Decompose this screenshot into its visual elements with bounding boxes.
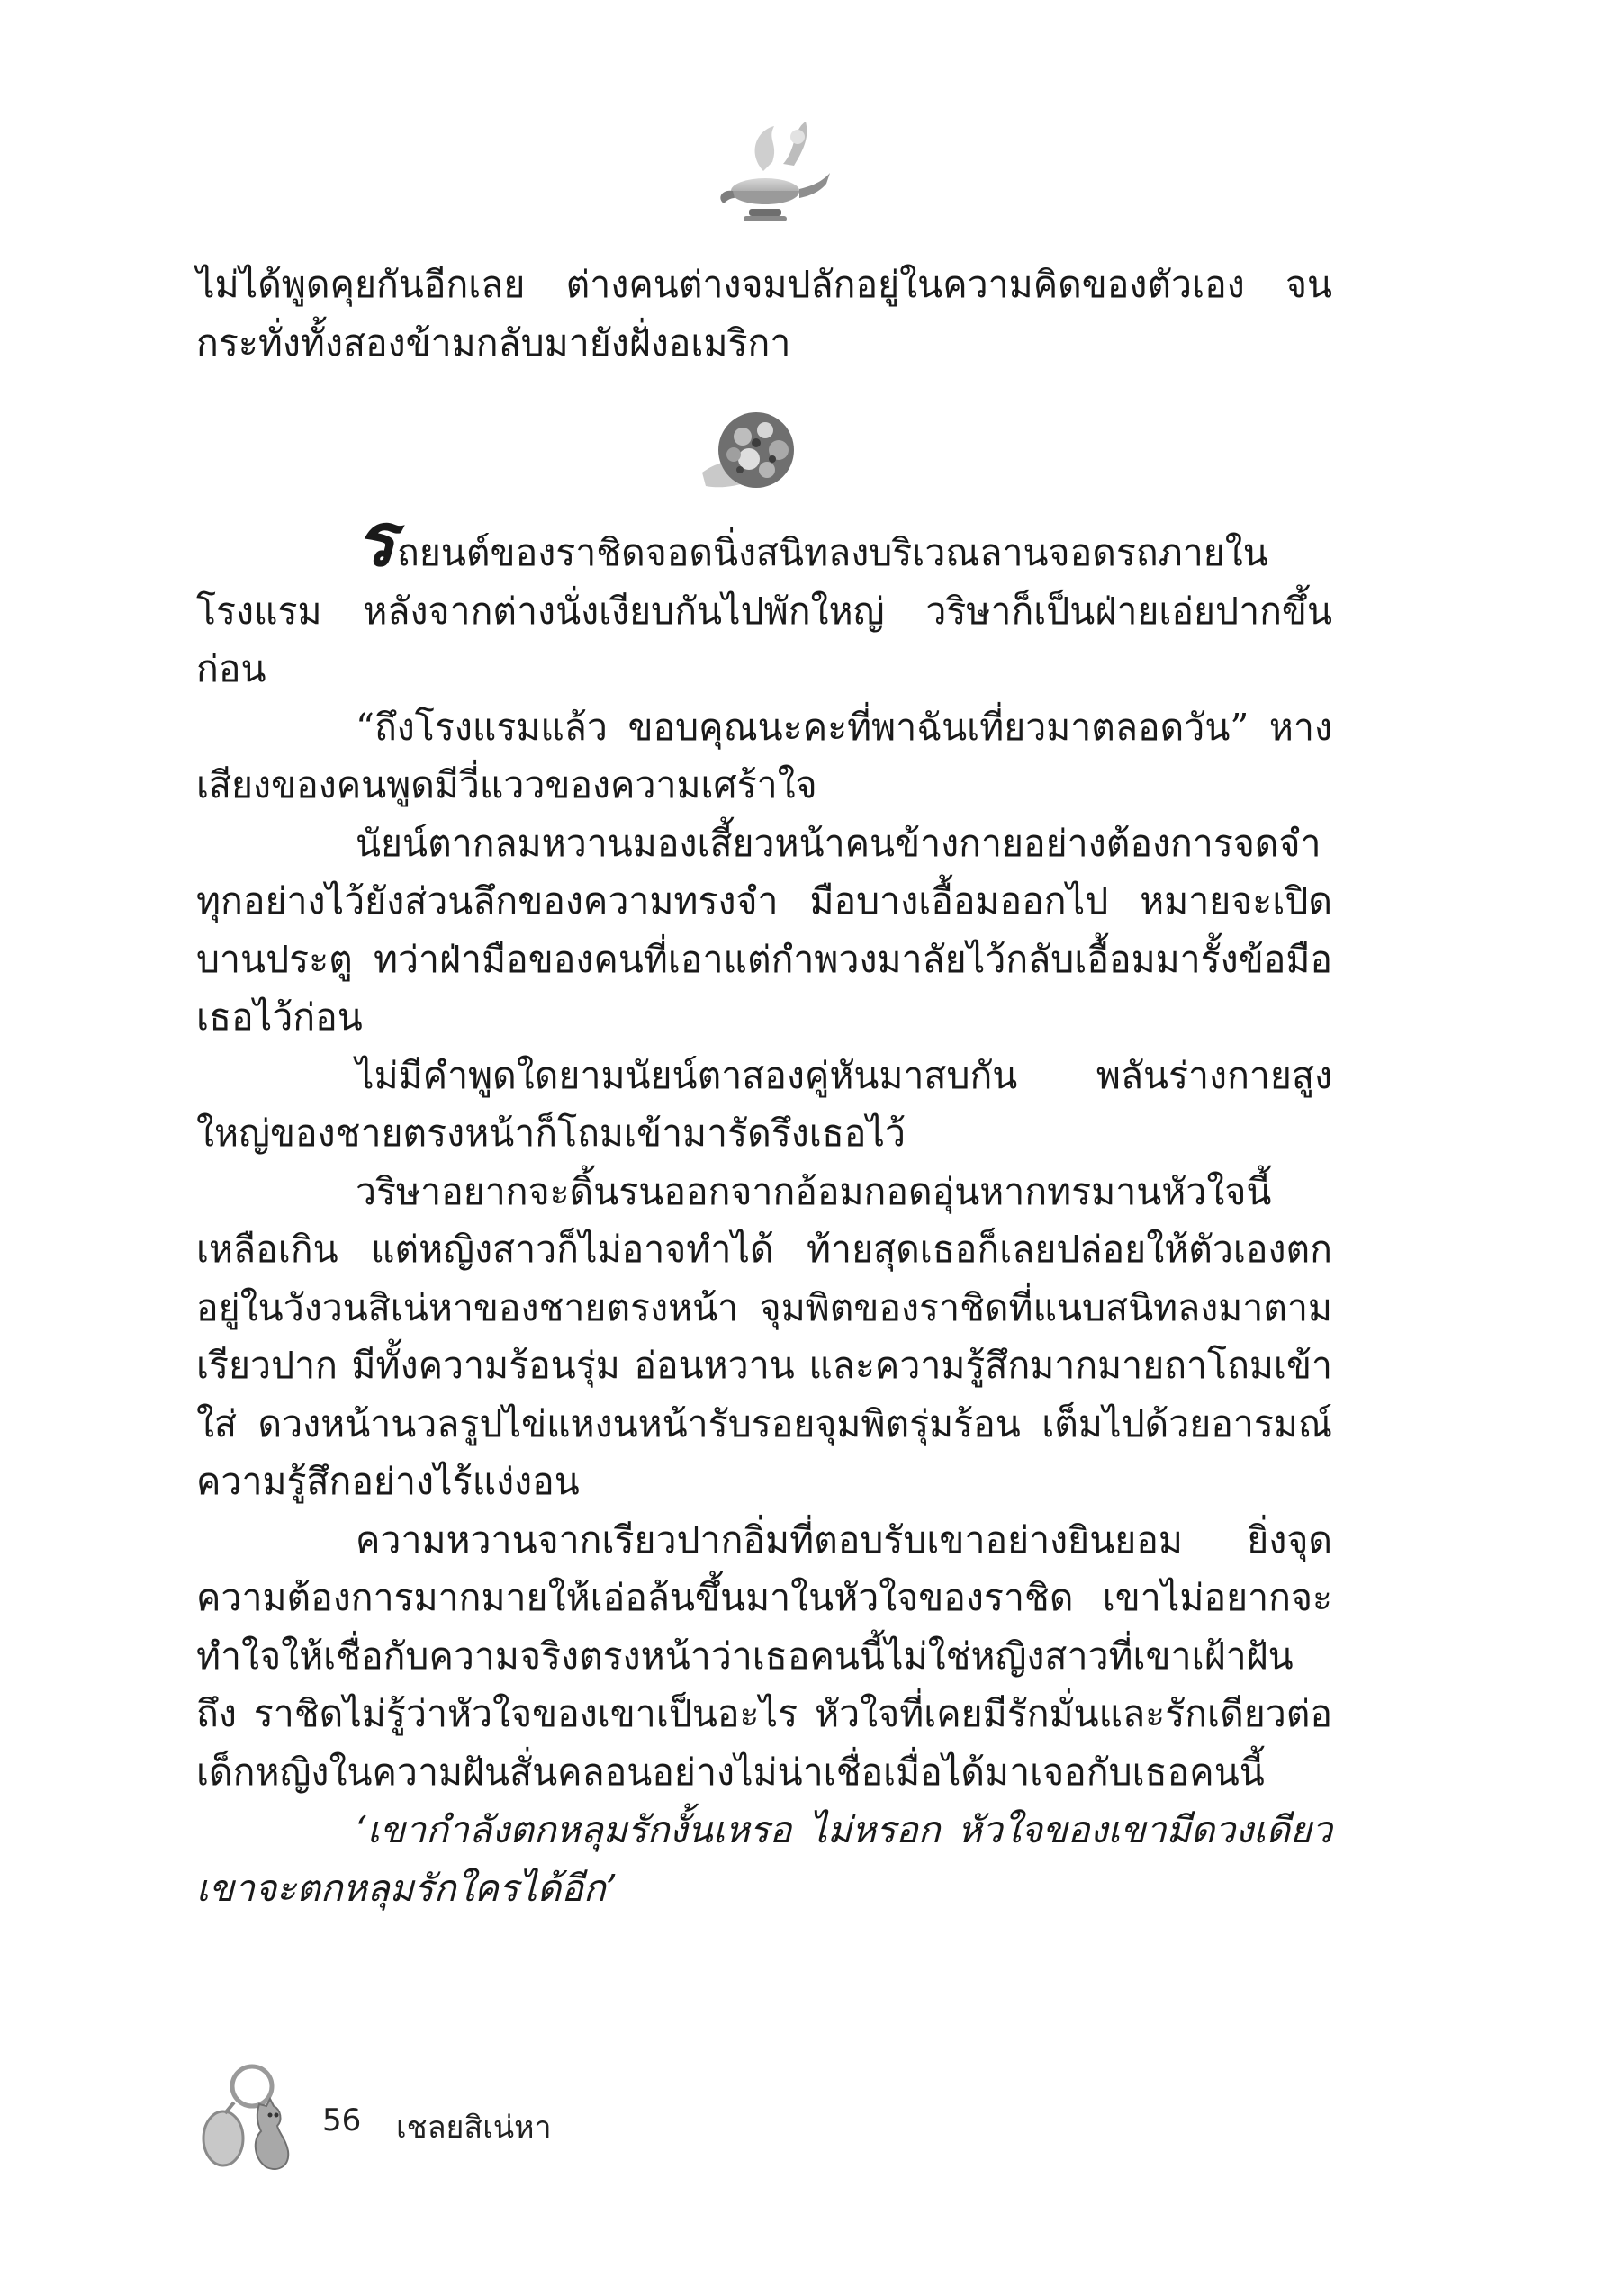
paragraph-text: ถยนต์ของราชิดจอดนิ่งสนิทลงบริเวณลานจอดรถภายในโรงแรม หลังจากต่างนั่งเงียบกันไปพักใหญ่ วริษาก็เป็นฝ่ายเอ่ยปากขึ้นก่อน <box>196 531 1332 690</box>
paragraph-dropcap <box>196 497 1332 698</box>
main-text-block <box>196 497 1332 1917</box>
paragraph: ไม่ได้พูดคุยกันอีกเลย ต่างคนต่างจมปลักอยู่ในความคิดของตัวเอง จนกระทั่งทั้งสองข้ามกลับมายังฝั่งอเมริกา <box>196 263 1332 365</box>
flower-bouquet-icon <box>693 396 810 513</box>
page-footer <box>189 2061 729 2169</box>
book-title: เชลยสิเน่หา <box>396 2110 552 2146</box>
page-number: 56 <box>322 2102 362 2138</box>
paragraph: นัยน์ตากลมหวานมองเสี้ยวหน้าคนข้างกายอย่างต้องการจดจำทุกอย่างไว้ยังส่วนลึกของความทรงจำ มือบางเอื้อมออกไป หมายจะเปิดบานประตู ทว่าฝ่ามือของคนที่เอาแต่กำพวงมาลัยไว้กลับเอื้อมมารั้งข้อมือเธอไว้ก่อน <box>196 821 1332 1039</box>
paragraph: ความหวานจากเรียวปากอิ่มที่ตอบรับเขาอย่างยินยอม ยิ่งจุดความต้องการมากมายให้เอ่อล้นขึ้นมาในหัวใจของราชิด เขาไม่อยากจะทำใจให้เชื่อกับความจริงตรงหน้าว่าเธอคนนี้ไม่ใช่หญิงสาวที่เขาเฝ้าฝันถึง ราชิดไม่รู้ว่าหัวใจของเขาเป็นอะไร หัวใจที่เคยมีรักมั่นและรักเดียวต่อเด็กหญิงในความฝันสั่นคลอนอย่างไม่น่าเชื่อเมื่อได้มาเจอกับเธอคนนี้ <box>196 1517 1332 1794</box>
teapot-icon <box>711 108 837 234</box>
paragraph: วริษาอยากจะดิ้นรนออกจากอ้อมกอดอุ่นหากทรมานหัวใจนี้เหลือเกิน แต่หญิงสาวก็ไม่อาจทำได้ ท้ายสุดเธอก็เลยปล่อยให้ตัวเองตกอยู่ในวังวนสิเน่หาของชายตรงหน้า จุมพิตของราชิดที่แนบสนิทลงมาตามเรียวปาก มีทั้งความร้อนรุ่ม อ่อนหวาน และความรู้สึกมากมายถาโถมเข้าใส่ ดวงหน้านวลรูปไข่แหงนหน้ารับรอยจุมพิตรุ่มร้อน เต็มไปด้วยอารมณ์ความรู้สึกอย่างไร้แง่งอน <box>196 1169 1332 1503</box>
paragraph-thought: ‘เขากำลังตกหลุมรักงั้นเหรอ ไม่หรอก หัวใจของเขามีดวงเดียว เขาจะตกหลุมรักใครได้อีก’ <box>196 1808 1332 1910</box>
paragraph-dialogue: “ถึงโรงแรมแล้ว ขอบคุณนะคะที่พาฉันเที่ยวมาตลอดวัน” หางเสียงของคนพูดมีวี่แววของความเศร้าใจ <box>196 705 1332 806</box>
drop-cap: ร <box>356 497 396 583</box>
opening-paragraph-block <box>196 256 1332 372</box>
paragraph: ไม่มีคำพูดใดยามนัยน์ตาสองคู่หันมาสบกัน พลันร่างกายสูงใหญ่ของชายตรงหน้าก็โถมเข้ามารัดรึงเธอไว้ <box>196 1053 1332 1155</box>
keychain-icon <box>189 2061 315 2178</box>
